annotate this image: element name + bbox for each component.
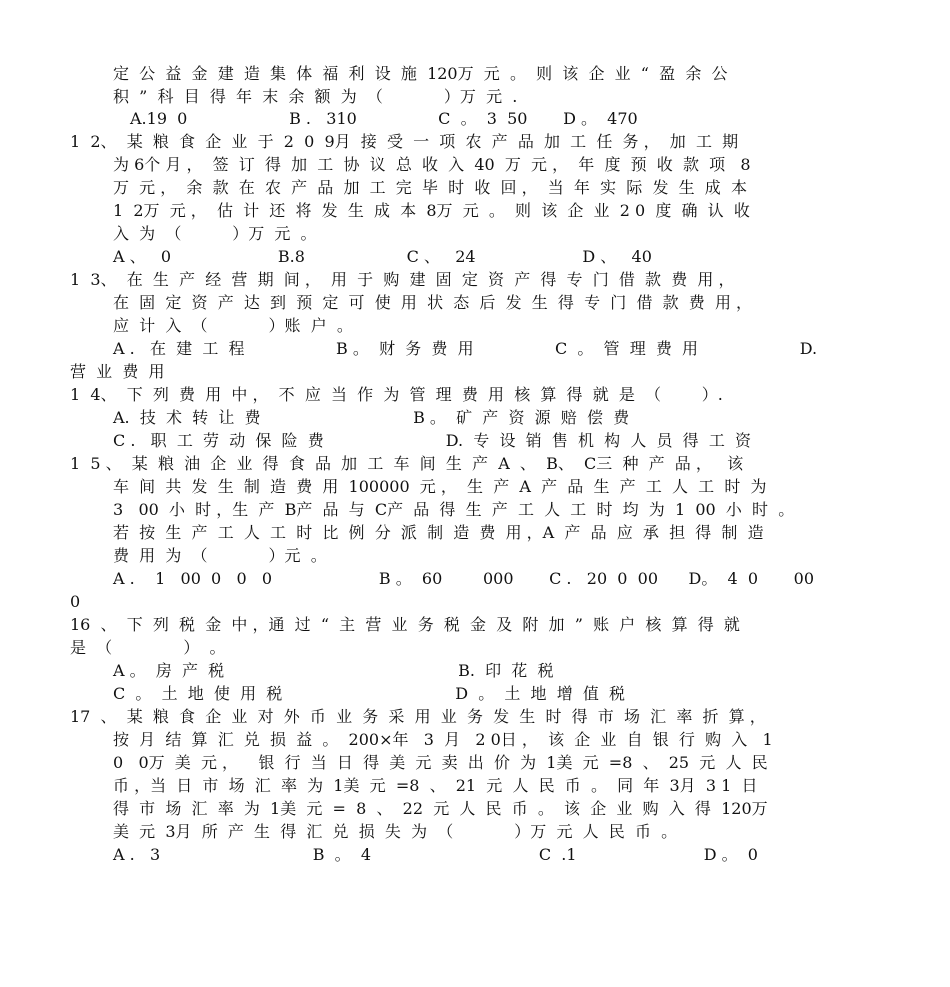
text-line: 3 00 小 时 ，生 产 B产 品 与 C产 品 得 生 产 工 人 工 时 均 为 1 00 小 时 。 — [113, 500, 795, 519]
text-line: 美 元 3月 所 产 生 得 汇 兑 损 失 为 （ ）万 元 人 民 币 。 — [113, 822, 678, 841]
text-line: 是 （ ） 。 — [70, 638, 226, 657]
text-line: 应 计 入 （ ）账 户 。 — [113, 316, 353, 335]
option-line: A 、 0 B.8 C 、 24 D 、 40 — [113, 247, 652, 266]
option-line: A.19 0 B . 310 C 。 3 50 D 。 470 — [130, 109, 638, 128]
question-17-line: 17 、 某 粮 食 企 业 对 外 币 业 务 采 用 业 务 发 生 时 得 市 场 汇 率 折 算 ， — [70, 707, 766, 726]
option-line: A . 在 建 工 程 B 。 财 务 费 用 C 。 管 理 费 用 D. — [113, 339, 818, 358]
text-line: 为 6个 月 ， 签 订 得 加 工 协 议 总 收 入 40 万 元 ， 年 度 预 收 款 项 8 — [113, 155, 751, 174]
option-line: A . 3 B 。 4 C .1 D 。 0 — [113, 845, 758, 864]
text-line: 车 间 共 发 生 制 造 费 用 100000 元 ， 生 产 A 产 品 生 产 工 人 工 时 为 — [113, 477, 767, 496]
text-line: 按 月 结 算 汇 兑 损 益 。 200×年 3 月 2 0日 ， 该 企 业 自 银 行 购 入 1 — [113, 730, 773, 749]
text-line: 1 2万 元 ， 估 计 还 将 发 生 成 本 8万 元 。 则 该 企 业 2 0 度 确 认 收 — [113, 201, 750, 220]
option-line: C . 职 工 劳 动 保 险 费 D. 专 设 销 售 机 构 人 员 得 工 资 — [113, 431, 752, 450]
option-line: A . 1 00 0 0 0 B 。 60 000 C . 20 0 00 D。 4 0 00 — [113, 569, 815, 588]
text-line: 入 为 （ ）万 元 。 — [113, 224, 317, 243]
question-13-line: 1 3、 在 生 产 经 营 期 间 ， 用 于 购 建 固 定 资 产 得 专 门 借 款 费 用 ， — [70, 270, 735, 289]
text-line: 费 用 为 （ ）元 。 — [113, 546, 327, 565]
question-14-line: 1 4、 下 列 费 用 中 ， 不 应 当 作 为 管 理 费 用 核 算 得 就 是 （ ）. — [70, 385, 723, 404]
option-continuation: 0 — [70, 592, 81, 611]
text-line: 0 0万 美 元 ， 银 行 当 日 得 美 元 卖 出 价 为 1美 元 =8 、 25 元 人 民 — [113, 753, 768, 772]
option-line: A 。 房 产 税 B. 印 花 税 — [113, 661, 554, 680]
question-15-line: 1 5 、 某 粮 油 企 业 得 食 品 加 工 车 间 生 产 A 、 B、 C三 种 产 品 ， 该 — [70, 454, 744, 473]
text-line: 得 市 场 汇 率 为 1美 元 = 8 、 22 元 人 民 币 。 该 企 业 购 入 得 120万 — [113, 799, 768, 818]
option-line: A. 技 术 转 让 费 B 。 矿 产 资 源 赔 偿 费 — [113, 408, 630, 427]
text-line: 币 ，当 日 市 场 汇 率 为 1美 元 =8 、 21 元 人 民 币 。 同 年 3月 3 1 日 — [113, 776, 758, 795]
text-line: 若 按 生 产 工 人 工 时 比 例 分 派 制 造 费 用 ，A 产 品 应 承 担 得 制 造 — [113, 523, 764, 542]
option-line: C 。 土 地 使 用 税 D 。 土 地 增 值 税 — [113, 684, 626, 703]
text-line: 定 公 益 金 建 造 集 体 福 利 设 施 120万 元 。 则 该 企 业 “ 盈 余 公 — [113, 64, 728, 83]
question-16-line: 16 、 下 列 税 金 中 ，通 过 “ 主 营 业 务 税 金 及 附 加 ” 账 户 核 算 得 就 — [70, 615, 740, 634]
text-line: 积 ” 科 目 得 年 末 余 额 为 （ ）万 元 . — [113, 87, 518, 106]
question-12-line: 1 2、 某 粮 食 企 业 于 2 0 9月 接 受 一 项 农 产 品 加 工 任 务 ， 加 工 期 — [70, 132, 739, 151]
text-line: 万 元 ， 余 款 在 农 产 品 加 工 完 毕 时 收 回 ， 当 年 实 际 发 生 成 本 — [113, 178, 747, 197]
text-line: 在 固 定 资 产 达 到 预 定 可 使 用 状 态 后 发 生 得 专 门 借 款 费 用 ， — [113, 293, 753, 312]
option-continuation: 营 业 费 用 — [70, 362, 165, 381]
